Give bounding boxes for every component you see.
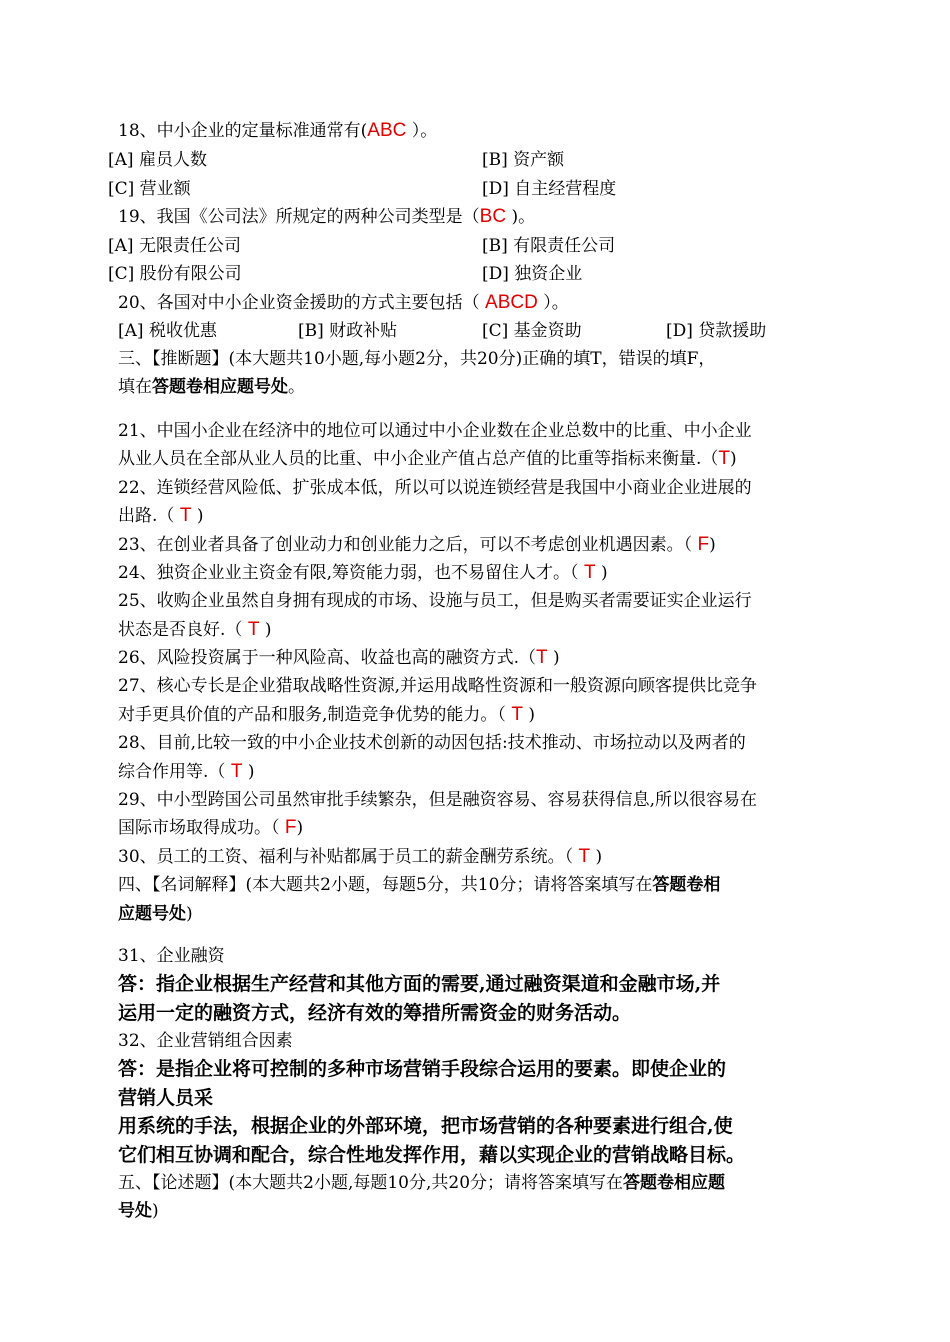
heading-text-end: 。	[288, 377, 305, 397]
question-24	[118, 560, 608, 586]
question-stem: 出路.（	[118, 506, 180, 526]
option-c: [C] 基金资助	[482, 321, 582, 341]
question-stem: 综合作用等.（	[118, 762, 231, 782]
question-28-cont	[118, 759, 254, 785]
term-answer-32-cont: 它们相互协调和配合，综合性地发挥作用，藉以实现企业的营销战略目标。	[118, 1144, 746, 1166]
option-d: [D] 独资企业	[482, 264, 583, 284]
question-stem-end: )	[595, 563, 608, 583]
question-stem: 20、各国对中小企业资金援助的方式主要包括（	[118, 293, 486, 313]
term-answer-31: 答：指企业根据生产经营和其他方面的需要,通过融资渠道和金融市场,并	[118, 973, 721, 995]
heading-bold-text: 答题卷相应题	[623, 1173, 726, 1193]
term-question-31: 31、企业融资	[118, 946, 225, 966]
option-c: [C] 股份有限公司	[108, 264, 242, 284]
question-stem-end: )	[191, 506, 204, 526]
option-a: [A] 无限责任公司	[108, 236, 241, 256]
question-stem: 24、独资企业业主资金有限,筹资能力弱，也不易留住人才。（	[118, 563, 584, 583]
section-3-heading: 三、【推断题】(本大题共10小题,每小题2分，共20分)正确的填T，错误的填F，	[118, 349, 716, 369]
question-30	[118, 844, 602, 870]
question-29-cont	[118, 815, 303, 841]
option-d: [D] 自主经营程度	[482, 179, 617, 199]
section-3-heading-cont	[118, 374, 305, 400]
question-stem-end: )	[709, 535, 716, 555]
section-5-heading-cont	[118, 1198, 159, 1224]
question-stem: 状态是否良好.（	[118, 620, 248, 640]
option-d: [D] 贷款援助	[666, 321, 767, 341]
question-stem: 30、员工的工资、福利与补贴都属于员工的薪金酬劳系统。（	[118, 847, 579, 867]
heading-bold-text: 答题卷相	[652, 875, 721, 895]
question-25: 25、收购企业虽然自身拥有现成的市场、设施与员工，但是购买者需要证实企业运行	[118, 591, 752, 611]
option-b: [B] 财政补贴	[298, 321, 398, 341]
heading-bold-text: 应题号处	[118, 904, 186, 924]
question-stem-end: ）。	[406, 121, 438, 141]
answer-mark: T	[578, 846, 591, 867]
question-stem-end: )	[547, 648, 560, 668]
question-stem: 对手更具价值的产品和服务,制造竞争优势的能力。（	[118, 705, 512, 725]
answer-mark: T	[536, 647, 548, 668]
question-stem: 国际市场取得成功。（	[118, 818, 285, 838]
question-26	[118, 645, 560, 671]
answer-mark: T	[179, 505, 192, 526]
heading-text: 五、【论述题】(本大题共2小题,每题10分,共20分；请将答案填写在	[118, 1173, 624, 1193]
question-stem-end: )	[590, 847, 603, 867]
answer-mark: F	[284, 817, 297, 838]
answer-mark: T	[718, 448, 731, 469]
question-25-cont	[118, 617, 271, 643]
option-a: [A] 税收优惠	[118, 321, 217, 341]
question-stem-end: )	[522, 705, 535, 725]
question-stem-end: )。	[506, 207, 536, 227]
question-21: 21、中国小企业在经济中的地位可以通过中小企业数在企业总数中的比重、中小企业	[118, 421, 752, 441]
term-question-32: 32、企业营销组合因素	[118, 1031, 293, 1051]
question-29: 29、中小型跨国公司虽然审批手续繁杂，但是融资容易、容易获得信息,所以很容易在	[118, 790, 758, 810]
question-stem-end: )	[296, 818, 304, 838]
heading-bold-text: 答题卷相应题号处	[152, 377, 288, 397]
answer-mark: T	[511, 704, 523, 725]
question-18	[118, 118, 437, 144]
question-stem: 23、在创业者具备了创业动力和创业能力之后，可以不考虑创业机遇因素。（	[118, 535, 698, 555]
question-stem-end: )	[259, 620, 272, 640]
question-21-cont	[118, 446, 737, 472]
heading-text-end: )	[152, 1201, 159, 1221]
answer-mark: ABCD	[485, 292, 538, 313]
answer-mark: T	[583, 562, 596, 583]
question-20	[118, 290, 569, 316]
question-22-cont	[118, 503, 203, 529]
question-stem-end: ）。	[537, 293, 569, 313]
question-22: 22、连锁经营风险低、扩张成本低，所以可以说连锁经营是我国中小商业企业进展的	[118, 478, 752, 498]
option-c: [C] 营业额	[108, 179, 191, 199]
option-b: [B] 资产额	[482, 150, 565, 170]
question-stem-end: )	[730, 449, 737, 469]
heading-bold-text: 号处	[118, 1201, 152, 1221]
answer-mark: F	[697, 534, 710, 555]
term-answer-32-cont: 用系统的手法，根据企业的外部环境，把市场营销的各种要素进行组合,使	[118, 1115, 733, 1137]
heading-text: 四、【名词解释】(本大题共2小题，每题5分，共10分；请将答案填写在	[118, 875, 653, 895]
question-27: 27、核心专长是企业猎取战略性资源,并运用战略性资源和一般资源向顾客提供比竞争	[118, 676, 758, 696]
term-answer-31-cont: 运用一定的融资方式，经济有效的筹措所需资金的财务活动。	[118, 1002, 632, 1024]
question-stem: 18、中小企业的定量标准通常有(	[118, 121, 368, 141]
answer-mark: T	[230, 761, 243, 782]
heading-text: 填在	[118, 377, 152, 397]
section-4-heading	[118, 872, 720, 898]
option-a: [A] 雇员人数	[108, 150, 207, 170]
question-stem-end: )	[242, 762, 255, 782]
answer-mark: T	[247, 619, 260, 640]
option-b: [B] 有限责任公司	[482, 236, 616, 256]
answer-mark: BC	[479, 206, 507, 227]
question-27-cont	[118, 702, 535, 728]
question-19	[118, 204, 535, 230]
question-stem: 从业人员在全部从业人员的比重、中小企业产值占总产值的比重等指标来衡量.（	[118, 449, 719, 469]
question-23	[118, 532, 716, 558]
answer-mark: ABC	[367, 120, 407, 141]
question-28: 28、目前,比较一致的中小企业技术创新的动因包括:技术推动、市场拉动以及两者的	[118, 733, 746, 753]
section-5-heading	[118, 1170, 725, 1196]
term-answer-32: 答：是指企业将可控制的多种市场营销手段综合运用的要素。即使企业的	[118, 1058, 727, 1080]
term-answer-32-cont: 营销人员采	[118, 1087, 214, 1109]
section-4-heading-cont	[118, 901, 193, 927]
question-stem: 19、我国《公司法》所规定的两种公司类型是（	[118, 207, 480, 227]
question-stem: 26、风险投资属于一种风险高、收益也高的融资方式.（	[118, 648, 537, 668]
heading-text-end: )	[186, 904, 193, 924]
